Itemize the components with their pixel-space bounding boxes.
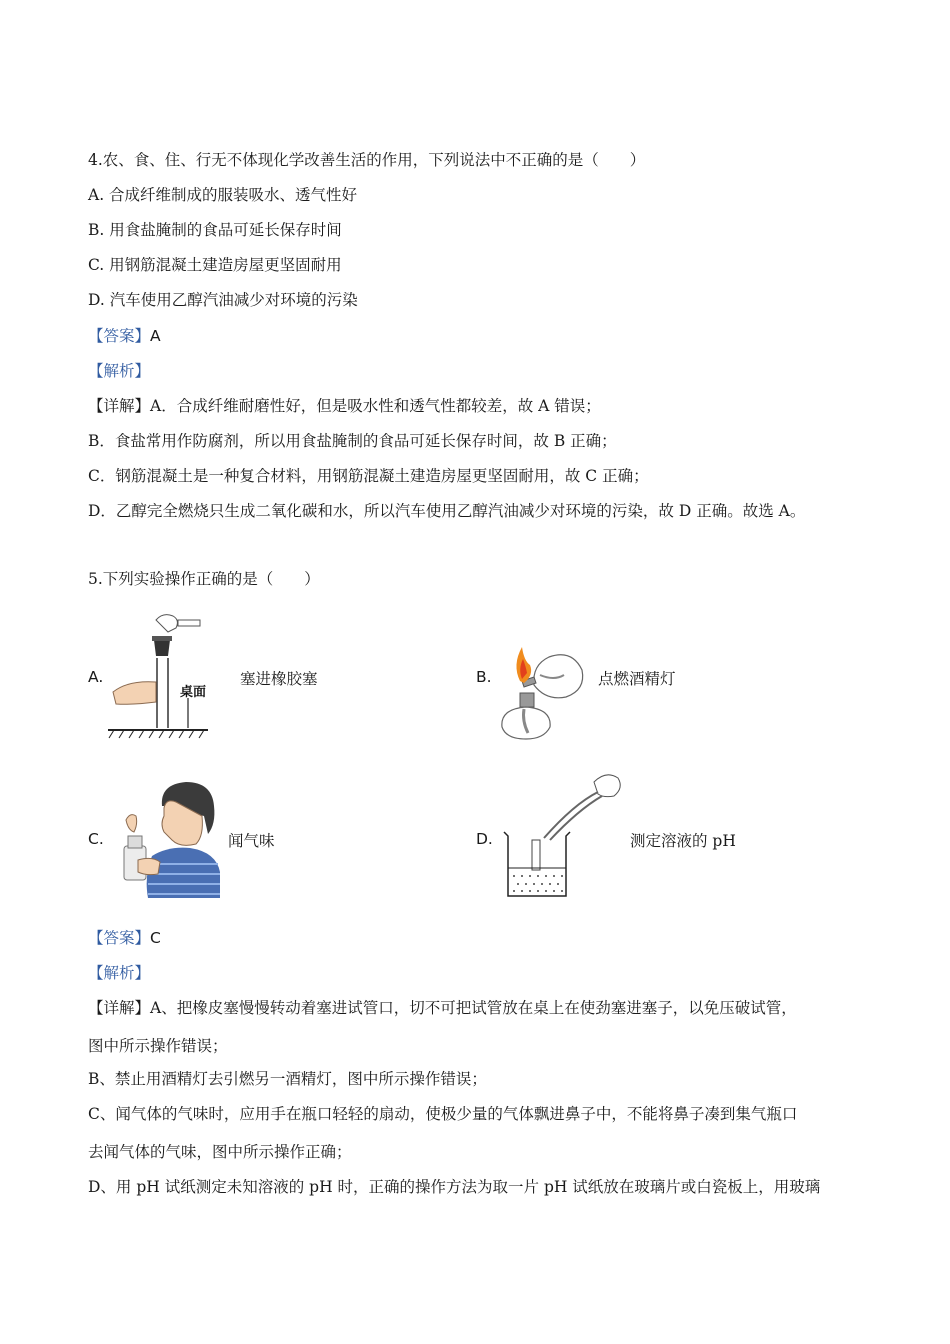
ph-test-figure — [494, 768, 634, 903]
q4-stem: 4.农、食、住、行无不体现化学改善生活的作用，下列说法中不正确的是（ ） — [88, 151, 646, 169]
alcohol-lamp-figure — [494, 635, 594, 745]
q5-option-d-caption: 测定溶液的 pH — [630, 832, 736, 850]
q4-detail-line-1 — [88, 396, 601, 416]
rubber-stopper-figure — [108, 610, 213, 745]
q4-detail-line-4: D．乙醇完全燃烧只生成二氧化碳和水，所以汽车使用乙醇汽油减少对环境的污染，故 D 正确。故选 A。 — [88, 502, 806, 520]
q5-analysis-tag: 【解析】 — [88, 964, 151, 982]
answer-value: C — [150, 929, 161, 947]
detail-tag: 【详解】 — [88, 999, 151, 1017]
q4-detail-line-2: B．食盐常用作防腐剂，所以用食盐腌制的食品可延长保存时间，故 B 正确； — [88, 432, 617, 450]
detail-text: A．合成纤维耐磨性好，但是吸水性和透气性都较差，故 A 错误； — [150, 397, 601, 415]
q5-option-a-label: A. — [88, 668, 104, 686]
smell-gas-figure — [108, 776, 223, 901]
q4-option-c: C. 用钢筋混凝土建造房屋更坚固耐用 — [88, 256, 342, 274]
q5-detail-line-1 — [88, 998, 797, 1018]
q5-detail-line-2: 图中所示操作错误； — [88, 1037, 228, 1055]
q5-detail-line-4: C、闻气体的气味时，应用手在瓶口轻轻的扇动，使极少量的气体飘进鼻子中，不能将鼻子凑到集气瓶口 — [88, 1105, 798, 1123]
q4-option-d: D. 汽车使用乙醇汽油减少对环境的污染 — [88, 291, 358, 309]
q5-stem: 5.下列实验操作正确的是（ ） — [88, 570, 320, 588]
q4-analysis-tag: 【解析】 — [88, 362, 151, 380]
q5-option-b-caption: 点燃酒精灯 — [598, 670, 676, 688]
q4-option-a: A. 合成纤维制成的服装吸水、透气性好 — [88, 186, 358, 204]
detail-tag: 【详解】 — [88, 397, 151, 415]
q5-option-a-caption: 塞进橡胶塞 — [240, 670, 318, 688]
answer-tag: 【答案】 — [88, 327, 151, 345]
q4-answer — [88, 326, 161, 346]
q5-option-d-label: D. — [476, 830, 493, 848]
answer-value: A — [150, 327, 161, 345]
q5-option-b-label: B. — [476, 668, 492, 686]
q4-option-b: B. 用食盐腌制的食品可延长保存时间 — [88, 221, 342, 239]
table-label: 桌面 — [180, 685, 207, 700]
q4-detail-line-3: C．钢筋混凝土是一种复合材料，用钢筋混凝土建造房屋更坚固耐用，故 C 正确； — [88, 467, 649, 485]
detail-text: A、把橡皮塞慢慢转动着塞进试管口，切不可把试管放在桌上在使劲塞进塞子，以免压破试管， — [150, 999, 797, 1017]
q5-option-c-label: C. — [88, 830, 104, 848]
q5-option-c-caption: 闻气味 — [228, 832, 275, 850]
answer-tag: 【答案】 — [88, 929, 151, 947]
q5-answer — [88, 928, 161, 948]
q5-detail-line-3: B、禁止用酒精灯去引燃另一酒精灯，图中所示操作错误； — [88, 1070, 487, 1088]
q5-detail-line-5: 去闻气体的气味，图中所示操作正确； — [88, 1143, 352, 1161]
q5-detail-line-6: D、用 pH 试纸测定未知溶液的 pH 时，正确的操作方法为取一片 pH 试纸放在玻璃片或白瓷板上，用玻璃 — [88, 1178, 821, 1196]
